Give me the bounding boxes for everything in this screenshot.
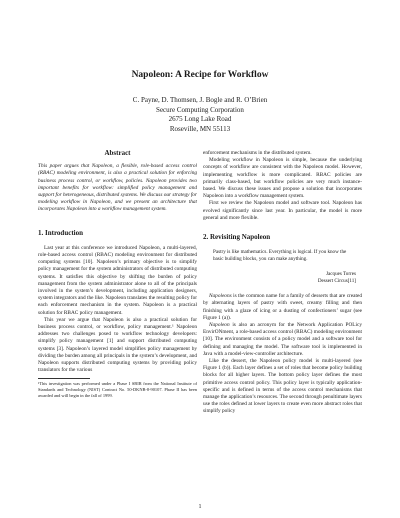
author-block xyxy=(0,96,400,134)
right-column xyxy=(203,150,362,416)
term-napoleon: Napoleon xyxy=(209,322,230,329)
abstract-text: This paper argues that Napoleon, a flexible, role-based access control (RBAC) modeling environment, is also a practical solution for enforcing business process control, or workflow, policies. Napoleon provides two important benefits for workflow: simplified policy management and support for heterogeneous, distributed systems. We discuss our strategy for modeling workflow in Napoleon, and we present an architecture that incorporates Napoleon into a workflow management system. xyxy=(38,163,197,213)
affiliation: Secure Computing Corporation xyxy=(156,105,244,114)
revisit-paragraph-3: Like the dessert, the Napoleon policy model is multi-layered (see Figure 1 (b)). Each layer defines a set of roles that become policy building blocks for all higher layers. The bottom policy layer defines the most primitive access control policy. This policy layer is typically application-specific and is defined in terms of the access control mechanisms that manage the application’s resources. The second through penultimate layers use the roles defined at lower layers to create even more abstract roles that simplify policy xyxy=(203,358,362,415)
revisit-paragraph-2 xyxy=(203,322,362,358)
revisit-paragraph-1 xyxy=(203,293,362,322)
epigraph-attribution xyxy=(213,271,356,285)
intro-paragraph-4: First we review the Napoleon model and software tool. Napoleon has evolved significantly since last year. In particular, the model is more general and more flexible. xyxy=(203,200,362,221)
revisit-paragraph-2-text: is also an acronym for the Network Application POLicy EnvirONment, a role-based access control (RBAC) modeling environment [10]. The environment consists of a policy model and a software tool for defining and managing the model. The software tool is implemented in Java with a model-view-controller architecture. xyxy=(203,322,362,357)
footnote: ¹This investigation was performed under a Phase I SBIR from the National Institute of Standards and Technology (NIST) Contract No. 50-DKNB-8-90107. Phase II has been awarded and will begin in the fall of 1999. xyxy=(38,381,197,399)
author-names: C. Payne, D. Thomsen, J. Bogle and R. O’Brien xyxy=(132,96,268,104)
term-napoleons: Napoleons xyxy=(209,293,232,300)
section-gap xyxy=(38,214,197,230)
address-line-1: 2675 Long Lake Road xyxy=(168,115,232,124)
epigraph xyxy=(213,249,356,285)
epigraph-source: Dessert Circus[11] xyxy=(317,278,356,285)
abstract-heading: Abstract xyxy=(104,149,131,157)
epigraph-author: Jacques Torres xyxy=(326,271,356,278)
left-column xyxy=(38,150,197,399)
intro-continuation: enforcement mechanisms in the distributed system. xyxy=(203,150,312,156)
revisit-paragraph-1-text: is the common name for a family of desserts that are created by alternating layers of pastry with sweet, creamy filling and then finishing with a glaze of icing or a dusting of confectioners’ sugar (see Figure 1 (a)). xyxy=(203,293,362,321)
paper-title: Napoleon: A Recipe for Workflow xyxy=(131,70,269,80)
address-line-2: Roseville, MN 55113 xyxy=(169,124,231,133)
section-heading-introduction: 1. Introduction xyxy=(38,228,83,237)
intro-paragraph-1: Last year at this conference we introduced Napoleon, a multi-layered, role-based access control (RBAC) modeling environment for distributed computing systems [10]. Napoleon’s primary objective is to simplify policy management for the system administrators of distributed computing systems. It satisfies this objective by shifting the burden of policy management from the system administrator alone to all of the principals involved in the system’s development, including application designers, system integrators and the like. Napoleon translates the resulting policy for each enforcement mechanism in the system. Napoleon is a practical solution for RBAC policy management. xyxy=(38,244,198,316)
footnote-rule xyxy=(38,378,90,379)
epigraph-text: Pastry is like mathematics. Everything is logical. If you know the basic building blocks, you can make anything. xyxy=(213,249,347,263)
intro-paragraph-3: Modeling workflow in Napoleon is simple, because the underlying concepts of workflow are consistent with the Napoleon model. However, implementing workflow is more complicated. RBAC policies are primarily class-based, but workflow policies are very much instance-based. We discuss these issues and propose a solution that incorporates Napoleon into a workflow management system. xyxy=(203,157,362,200)
page-number: 1 xyxy=(198,504,202,510)
intro-paragraph-2: This year we argue that Napoleon is also a practical solution for business process control, or workflow, policy management.¹ Napoleon addresses two challenges posed to workflow technology developers: simplify policy management [1] and support distributed computing systems [3]. Napoleon’s layered model simplifies policy management by dividing the burden among all principals in the system’s development, and Napoleon supports distributed computing systems by providing policy translators for the various xyxy=(38,316,197,374)
section-heading-revisiting: 2. Revisiting Napoleon xyxy=(203,233,271,242)
